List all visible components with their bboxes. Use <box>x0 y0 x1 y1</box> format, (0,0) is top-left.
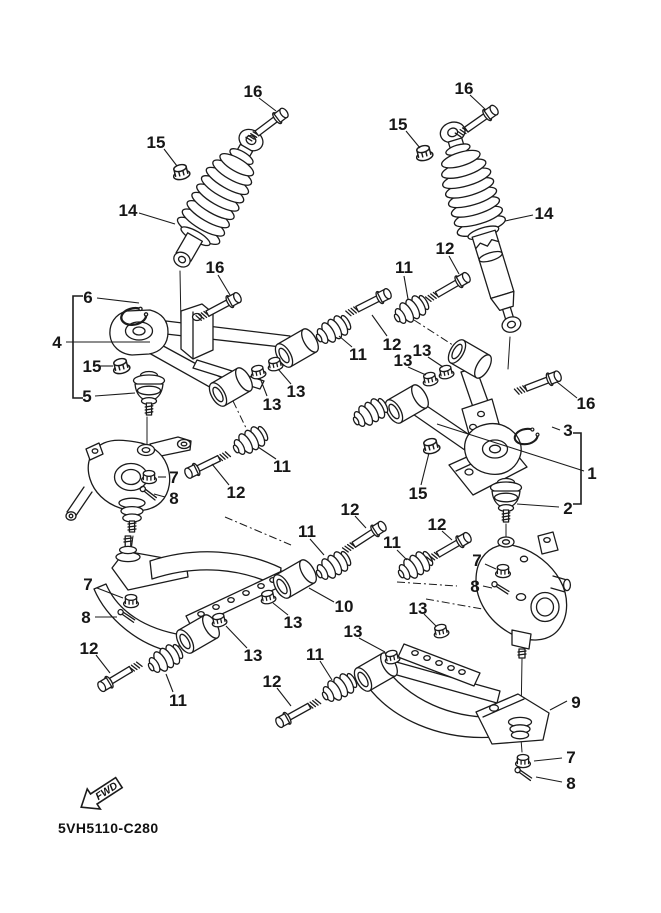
callout-label-13: 13 <box>408 599 428 618</box>
nut-7 <box>124 595 139 608</box>
callout-label-16: 16 <box>205 258 225 277</box>
callout-label-14: 14 <box>118 201 138 220</box>
callout-label-16: 16 <box>243 82 263 101</box>
part-code: 5VH5110-C280 <box>58 820 159 836</box>
callout-label-3: 3 <box>563 421 573 440</box>
callout-label-7: 7 <box>566 748 576 767</box>
callout-label-10: 10 <box>334 597 354 616</box>
callout-label-15: 15 <box>388 115 408 134</box>
callout-label-13: 13 <box>393 351 413 370</box>
callout-label-8: 8 <box>470 577 480 596</box>
callout-label-2: 2 <box>563 499 573 518</box>
callout-label-1: 1 <box>587 464 597 483</box>
callout-label-5: 5 <box>82 387 92 406</box>
callout-label-7: 7 <box>169 468 179 487</box>
callout-label-11: 11 <box>273 457 291 476</box>
callout-label-4: 4 <box>52 333 62 352</box>
callout-label-13: 13 <box>283 613 303 632</box>
callout-label-12: 12 <box>435 239 455 258</box>
callout-label-8: 8 <box>566 774 576 793</box>
callout-label-16: 16 <box>454 79 474 98</box>
nut-7 <box>142 471 157 484</box>
callout-label-13: 13 <box>262 395 282 414</box>
callout-label-14: 14 <box>534 204 554 223</box>
callout-label-12: 12 <box>262 672 282 691</box>
callout-label-13: 13 <box>412 341 432 360</box>
callout-label-15: 15 <box>146 133 166 152</box>
callout-label-11: 11 <box>349 345 367 364</box>
callout-label-15: 15 <box>82 357 102 376</box>
callout-label-11: 11 <box>298 522 316 541</box>
callout-label-15: 15 <box>408 484 428 503</box>
callout-label-11: 11 <box>383 533 401 552</box>
callout-label-13: 13 <box>343 622 363 641</box>
callout-label-11: 11 <box>306 645 324 664</box>
callout-label-12: 12 <box>382 335 402 354</box>
callout-label-7: 7 <box>83 575 93 594</box>
callout-label-6: 6 <box>83 288 93 307</box>
nut-7 <box>516 755 531 768</box>
callout-label-12: 12 <box>427 515 447 534</box>
fwd-label: FWD <box>93 779 120 803</box>
callout-label-11: 11 <box>169 691 187 710</box>
callout-label-8: 8 <box>81 608 91 627</box>
nut-7 <box>496 565 511 578</box>
callout-label-8: 8 <box>169 489 179 508</box>
callout-label-13: 13 <box>286 382 306 401</box>
callout-label-12: 12 <box>226 483 246 502</box>
callout-label-7: 7 <box>472 551 482 570</box>
callout-label-11: 11 <box>395 258 413 277</box>
callout-label-16: 16 <box>576 394 596 413</box>
callout-label-9: 9 <box>571 693 581 712</box>
callout-label-12: 12 <box>79 639 99 658</box>
callout-label-12: 12 <box>340 500 360 519</box>
callout-label-13: 13 <box>243 646 263 665</box>
